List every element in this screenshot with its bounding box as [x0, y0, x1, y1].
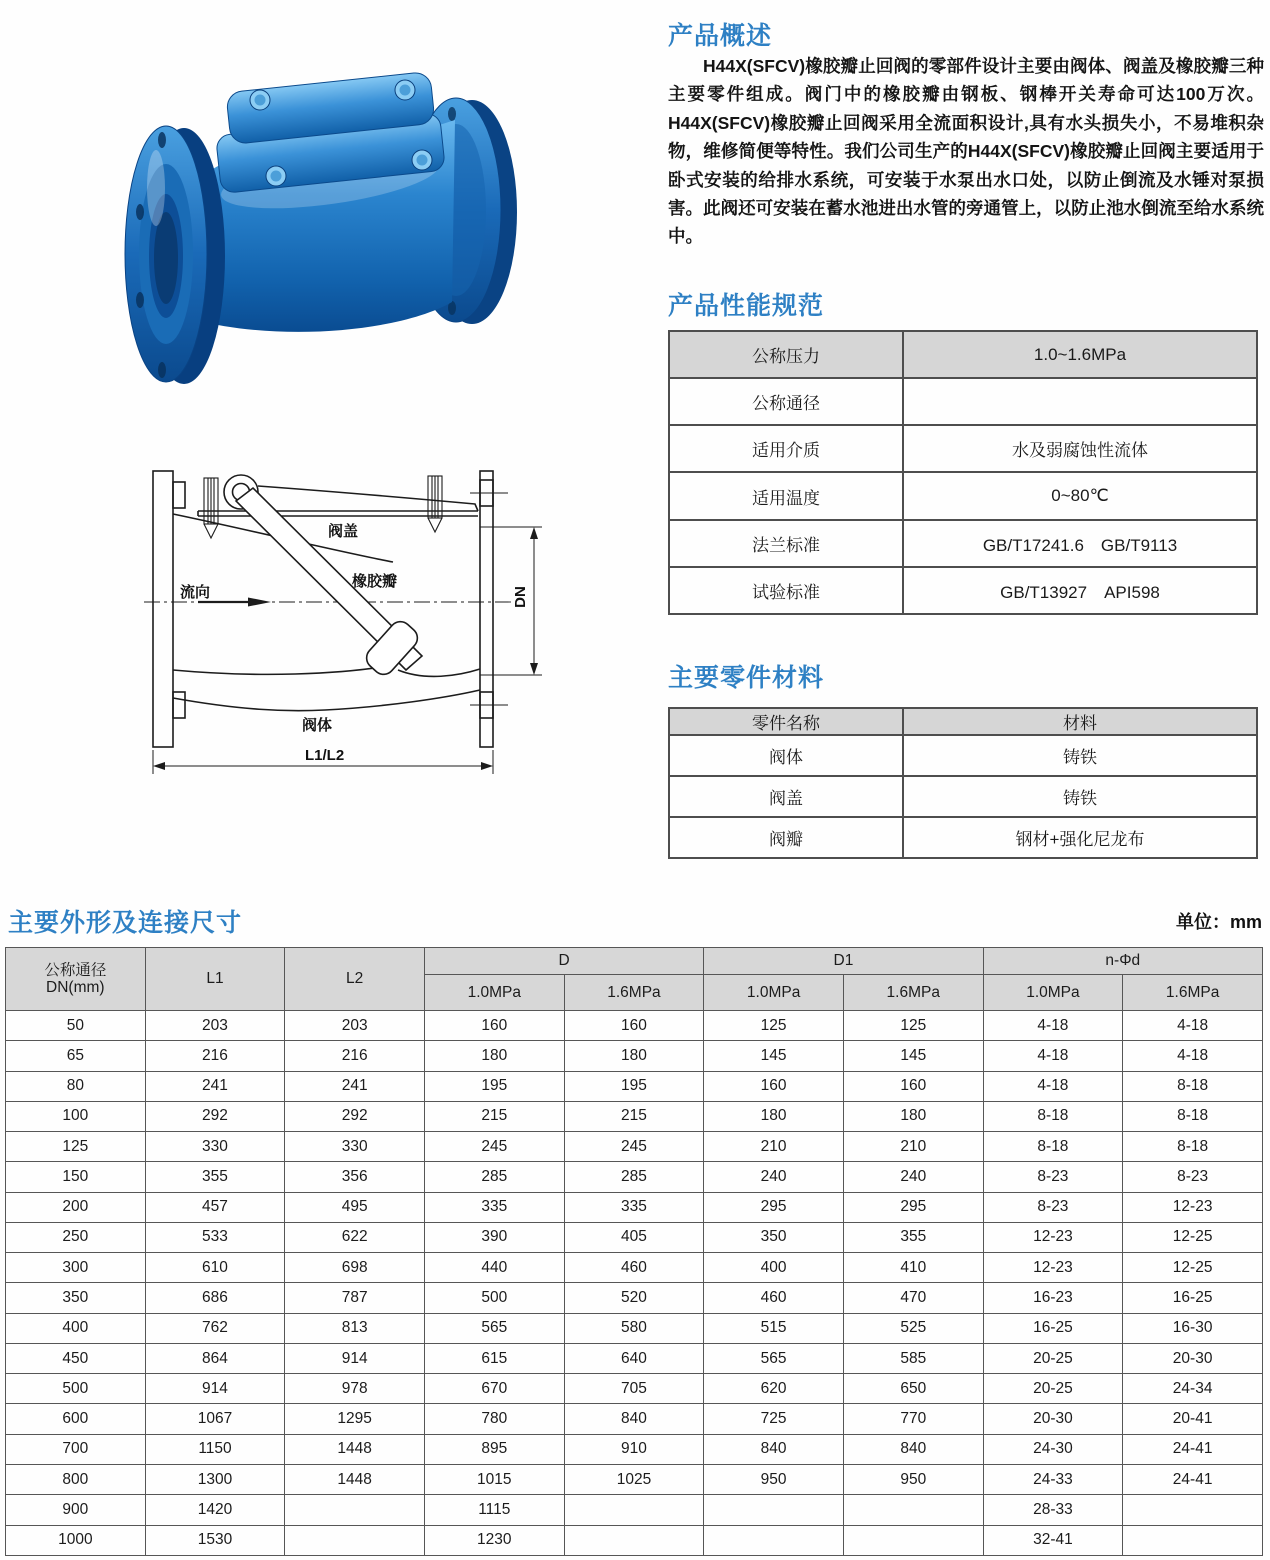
table-cell: 50 — [6, 1011, 146, 1041]
column-header-dn-line2: DN(mm) — [46, 979, 105, 996]
performance-table — [668, 330, 1258, 615]
table-cell — [564, 1525, 704, 1555]
table-cell: 840 — [564, 1404, 704, 1434]
materials-table — [668, 707, 1258, 859]
table-cell: 910 — [564, 1434, 704, 1464]
table-cell: 铸铁 — [903, 735, 1257, 776]
table-row — [6, 1495, 1263, 1525]
table-cell: 12-23 — [983, 1253, 1123, 1283]
table-cell: 20-41 — [1123, 1404, 1263, 1434]
table-cell — [704, 1525, 844, 1555]
table-cell: 216 — [145, 1041, 285, 1071]
table-cell: 公称压力 — [669, 331, 903, 378]
table-cell: 8-18 — [1123, 1132, 1263, 1162]
table-cell: 8-18 — [983, 1101, 1123, 1131]
table-cell: 1295 — [285, 1404, 425, 1434]
table-cell: 0~80℃ — [903, 472, 1257, 519]
table-cell: 533 — [145, 1222, 285, 1252]
table-header-row — [6, 948, 1263, 975]
table-cell: 125 — [843, 1011, 983, 1041]
table-cell: 440 — [424, 1253, 564, 1283]
column-header-nphid: n-Φd — [983, 948, 1262, 975]
table-row — [6, 1222, 1263, 1252]
table-cell: 20-30 — [983, 1404, 1123, 1434]
table-cell: 4-18 — [983, 1071, 1123, 1101]
table-cell: 978 — [285, 1374, 425, 1404]
table-cell: 457 — [145, 1192, 285, 1222]
table-cell: 350 — [6, 1283, 146, 1313]
table-cell: 80 — [6, 1071, 146, 1101]
drawing-label-dn: DN — [512, 586, 529, 608]
table-cell: 阀瓣 — [669, 817, 903, 858]
table-cell: 245 — [564, 1132, 704, 1162]
table-cell: 245 — [424, 1132, 564, 1162]
table-cell: 16-30 — [1123, 1313, 1263, 1343]
table-cell: 24-30 — [983, 1434, 1123, 1464]
table-cell: 450 — [6, 1343, 146, 1373]
table-cell — [704, 1495, 844, 1525]
column-header-dn — [6, 948, 146, 1011]
table-row — [6, 1132, 1263, 1162]
table-cell: GB/T17241.6 GB/T9113 — [903, 520, 1257, 567]
column-header: 零件名称 — [669, 708, 903, 735]
table-row — [669, 567, 1257, 614]
unit-label: 单位：mm — [1175, 912, 1262, 932]
table-cell: 145 — [704, 1041, 844, 1071]
table-cell: 250 — [6, 1222, 146, 1252]
table-cell: 203 — [285, 1011, 425, 1041]
table-cell: 400 — [6, 1313, 146, 1343]
drawing-label-body: 阀体 — [302, 717, 333, 734]
table-cell: 12-25 — [1123, 1253, 1263, 1283]
table-row — [6, 1101, 1263, 1131]
table-cell: 24-33 — [983, 1464, 1123, 1494]
table-cell: 216 — [285, 1041, 425, 1071]
table-row — [669, 817, 1257, 858]
table-cell: 215 — [424, 1101, 564, 1131]
table-cell: 180 — [843, 1101, 983, 1131]
table-cell: 950 — [704, 1464, 844, 1494]
table-cell: 12-25 — [1123, 1222, 1263, 1252]
table-cell: 24-34 — [1123, 1374, 1263, 1404]
table-cell: 16-25 — [1123, 1283, 1263, 1313]
column-header: 材料 — [903, 708, 1257, 735]
table-cell: 16-25 — [983, 1313, 1123, 1343]
table-row — [6, 1404, 1263, 1434]
table-cell: 适用介质 — [669, 425, 903, 472]
table-cell: 580 — [564, 1313, 704, 1343]
table-row — [6, 1343, 1263, 1373]
table-row — [6, 1011, 1263, 1041]
table-cell: 698 — [285, 1253, 425, 1283]
overview-paragraph: H44X(SFCV)橡胶瓣止回阀的零部件设计主要由阀体、阀盖及橡胶瓣三种主要零件组成。阀门中的橡胶瓣由钢板、钢棒开关寿命可达100万次。H44X(SFCV)橡胶瓣止回阀采用全流面积设计,具有水头损失小，不易堆积杂物，维修简便等特性。我们公司生产的H44X(SFCV)橡胶瓣止回阀主要适用于卧式安装的给排水系统，可安装于水泵出水口处，以防止倒流及水锤对泵损害。此阀还可安装在蓄水池进出水管的旁通管上，以防止池水倒流至给水系统中。 — [668, 56, 1264, 247]
table-cell: 285 — [564, 1162, 704, 1192]
table-cell: 840 — [843, 1434, 983, 1464]
table-cell: 895 — [424, 1434, 564, 1464]
table-cell: 12-23 — [1123, 1192, 1263, 1222]
table-cell: 1067 — [145, 1404, 285, 1434]
table-cell: 585 — [843, 1343, 983, 1373]
table-cell: 914 — [145, 1374, 285, 1404]
table-row — [6, 1253, 1263, 1283]
table-cell: 195 — [564, 1071, 704, 1101]
table-cell: 762 — [145, 1313, 285, 1343]
table-cell: 4-18 — [1123, 1041, 1263, 1071]
table-cell — [903, 378, 1257, 425]
table-cell: 335 — [424, 1192, 564, 1222]
table-cell: 335 — [564, 1192, 704, 1222]
table-cell: 32-41 — [983, 1525, 1123, 1555]
table-row — [6, 1071, 1263, 1101]
table-cell: 20-25 — [983, 1374, 1123, 1404]
table-cell — [285, 1495, 425, 1525]
table-cell: 20-30 — [1123, 1343, 1263, 1373]
overview-title: 产品概述 — [668, 22, 773, 50]
table-cell: 24-41 — [1123, 1464, 1263, 1494]
table-cell: 160 — [704, 1071, 844, 1101]
table-cell: 670 — [424, 1374, 564, 1404]
table-cell: 1115 — [424, 1495, 564, 1525]
table-cell: 470 — [843, 1283, 983, 1313]
drawing-label-flow: 流向 — [180, 584, 211, 601]
table-row — [669, 776, 1257, 817]
table-row — [6, 1162, 1263, 1192]
drawing-label-length: L1/L2 — [305, 747, 345, 764]
table-cell: 330 — [145, 1132, 285, 1162]
subheader-nphid-10: 1.0MPa — [983, 975, 1123, 1011]
table-cell: 210 — [704, 1132, 844, 1162]
table-cell: 700 — [6, 1434, 146, 1464]
table-cell: 1230 — [424, 1525, 564, 1555]
drawing-label-bonnet: 阀盖 — [328, 523, 359, 540]
table-cell: 160 — [424, 1011, 564, 1041]
table-row — [669, 472, 1257, 519]
subheader-d1-10: 1.0MPa — [704, 975, 844, 1011]
table-cell: 150 — [6, 1162, 146, 1192]
table-header-row — [669, 708, 1257, 735]
subheader-d-10: 1.0MPa — [424, 975, 564, 1011]
table-cell: 295 — [843, 1192, 983, 1222]
table-cell: 4-18 — [983, 1041, 1123, 1071]
table-row — [669, 331, 1257, 378]
table-row — [6, 1374, 1263, 1404]
table-cell: 292 — [145, 1101, 285, 1131]
table-cell: 405 — [564, 1222, 704, 1252]
valve-photo-illustration — [100, 62, 530, 397]
table-cell: 400 — [704, 1253, 844, 1283]
table-cell: 800 — [6, 1464, 146, 1494]
table-cell: 适用温度 — [669, 472, 903, 519]
table-cell: 180 — [704, 1101, 844, 1131]
table-cell: 100 — [6, 1101, 146, 1131]
table-cell: 300 — [6, 1253, 146, 1283]
table-cell: 292 — [285, 1101, 425, 1131]
table-cell — [843, 1525, 983, 1555]
dimensions-title: 主要外形及连接尺寸 — [8, 909, 243, 937]
table-cell: 65 — [6, 1041, 146, 1071]
table-cell: 1448 — [285, 1434, 425, 1464]
table-cell: 840 — [704, 1434, 844, 1464]
table-cell: 622 — [285, 1222, 425, 1252]
table-cell: 8-18 — [1123, 1071, 1263, 1101]
table-row — [6, 1525, 1263, 1555]
table-cell: 1150 — [145, 1434, 285, 1464]
table-cell: 525 — [843, 1313, 983, 1343]
table-cell: 864 — [145, 1343, 285, 1373]
table-cell: 试验标准 — [669, 567, 903, 614]
table-cell: GB/T13927 API598 — [903, 567, 1257, 614]
table-cell: 620 — [704, 1374, 844, 1404]
table-cell: 610 — [145, 1253, 285, 1283]
table-cell: 125 — [704, 1011, 844, 1041]
table-row — [6, 1313, 1263, 1343]
table-row — [6, 1283, 1263, 1313]
table-cell: 330 — [285, 1132, 425, 1162]
table-cell: 241 — [145, 1071, 285, 1101]
table-cell: 356 — [285, 1162, 425, 1192]
subheader-d-16: 1.6MPa — [564, 975, 704, 1011]
table-cell: 公称通径 — [669, 378, 903, 425]
table-cell: 787 — [285, 1283, 425, 1313]
table-cell: 950 — [843, 1464, 983, 1494]
column-header-l1: L1 — [145, 948, 285, 1011]
table-cell: 8-23 — [983, 1162, 1123, 1192]
table-cell: 460 — [704, 1283, 844, 1313]
table-cell: 725 — [704, 1404, 844, 1434]
table-cell: 914 — [285, 1343, 425, 1373]
table-cell: 1448 — [285, 1464, 425, 1494]
table-cell: 686 — [145, 1283, 285, 1313]
table-cell: 24-41 — [1123, 1434, 1263, 1464]
table-cell: 125 — [6, 1132, 146, 1162]
table-row — [6, 1041, 1263, 1071]
table-cell: 1300 — [145, 1464, 285, 1494]
materials-title: 主要零件材料 — [668, 664, 825, 692]
table-cell: 390 — [424, 1222, 564, 1252]
table-cell: 813 — [285, 1313, 425, 1343]
dimensions-table — [5, 947, 1263, 1556]
table-cell: 4-18 — [983, 1011, 1123, 1041]
table-row — [669, 735, 1257, 776]
table-cell: 210 — [843, 1132, 983, 1162]
table-row — [6, 1464, 1263, 1494]
table-cell: 8-23 — [983, 1192, 1123, 1222]
subheader-nphid-16: 1.6MPa — [1123, 975, 1263, 1011]
table-cell: 650 — [843, 1374, 983, 1404]
table-cell: 241 — [285, 1071, 425, 1101]
table-cell: 阀体 — [669, 735, 903, 776]
table-cell: 铸铁 — [903, 776, 1257, 817]
table-cell: 200 — [6, 1192, 146, 1222]
table-cell: 520 — [564, 1283, 704, 1313]
table-cell — [1123, 1495, 1263, 1525]
table-cell: 1420 — [145, 1495, 285, 1525]
column-header-d1: D1 — [704, 948, 983, 975]
column-header-d: D — [424, 948, 703, 975]
subheader-d1-16: 1.6MPa — [843, 975, 983, 1011]
table-row — [669, 425, 1257, 472]
table-cell: 195 — [424, 1071, 564, 1101]
table-cell — [285, 1525, 425, 1555]
table-cell: 16-23 — [983, 1283, 1123, 1313]
table-cell — [843, 1495, 983, 1525]
table-cell: 240 — [704, 1162, 844, 1192]
table-cell — [1123, 1525, 1263, 1555]
table-cell: 1000 — [6, 1525, 146, 1555]
valve-photo — [100, 62, 530, 397]
table-cell: 8-18 — [983, 1132, 1123, 1162]
column-header-l2: L2 — [285, 948, 425, 1011]
table-cell: 28-33 — [983, 1495, 1123, 1525]
table-cell: 615 — [424, 1343, 564, 1373]
table-cell — [564, 1495, 704, 1525]
table-cell: 410 — [843, 1253, 983, 1283]
table-row — [669, 520, 1257, 567]
table-row — [6, 1434, 1263, 1464]
table-cell: 1.0~1.6MPa — [903, 331, 1257, 378]
table-cell: 法兰标准 — [669, 520, 903, 567]
table-cell: 160 — [843, 1071, 983, 1101]
table-cell: 600 — [6, 1404, 146, 1434]
table-cell: 8-23 — [1123, 1162, 1263, 1192]
table-cell: 180 — [424, 1041, 564, 1071]
table-cell: 240 — [843, 1162, 983, 1192]
table-cell: 215 — [564, 1101, 704, 1131]
table-cell: 1025 — [564, 1464, 704, 1494]
table-cell: 8-18 — [1123, 1101, 1263, 1131]
column-header-dn-line1: 公称通径 — [44, 962, 107, 979]
table-cell: 565 — [704, 1343, 844, 1373]
table-cell: 145 — [843, 1041, 983, 1071]
table-cell: 770 — [843, 1404, 983, 1434]
table-cell: 500 — [6, 1374, 146, 1404]
table-cell: 4-18 — [1123, 1011, 1263, 1041]
valve-drawing-illustration — [140, 452, 560, 784]
table-cell: 705 — [564, 1374, 704, 1404]
table-cell: 160 — [564, 1011, 704, 1041]
drawing-label-flap: 橡胶瓣 — [352, 573, 398, 590]
table-cell: 1015 — [424, 1464, 564, 1494]
table-cell: 285 — [424, 1162, 564, 1192]
table-cell: 203 — [145, 1011, 285, 1041]
table-cell: 500 — [424, 1283, 564, 1313]
table-cell: 阀盖 — [669, 776, 903, 817]
table-cell: 565 — [424, 1313, 564, 1343]
table-cell: 515 — [704, 1313, 844, 1343]
table-cell: 12-23 — [983, 1222, 1123, 1252]
table-cell: 350 — [704, 1222, 844, 1252]
table-cell: 900 — [6, 1495, 146, 1525]
table-cell: 20-25 — [983, 1343, 1123, 1373]
table-cell: 钢材+强化尼龙布 — [903, 817, 1257, 858]
table-cell: 780 — [424, 1404, 564, 1434]
table-cell: 355 — [145, 1162, 285, 1192]
table-cell: 295 — [704, 1192, 844, 1222]
table-cell: 640 — [564, 1343, 704, 1373]
table-cell: 355 — [843, 1222, 983, 1252]
table-row — [669, 378, 1257, 425]
table-row — [6, 1192, 1263, 1222]
table-cell: 水及弱腐蚀性流体 — [903, 425, 1257, 472]
table-cell: 1530 — [145, 1525, 285, 1555]
performance-title: 产品性能规范 — [668, 292, 825, 320]
table-cell: 460 — [564, 1253, 704, 1283]
table-cell: 180 — [564, 1041, 704, 1071]
table-cell: 495 — [285, 1192, 425, 1222]
valve-drawing — [140, 452, 560, 784]
